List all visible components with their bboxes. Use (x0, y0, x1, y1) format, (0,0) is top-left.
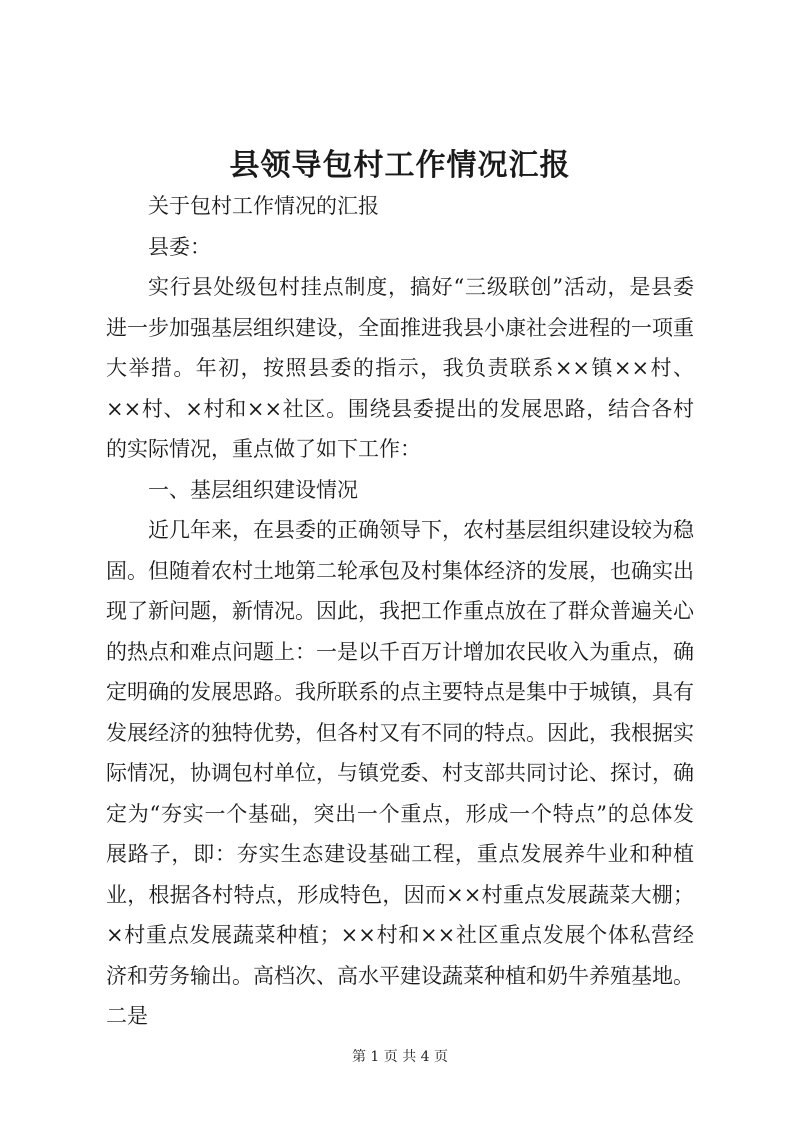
paragraph-salutation: 县委： (148, 234, 211, 259)
paragraph-section-body: 近几年来，在县委的正确领导下，农村基层组织建设较为稳固。但随着农村土地第二轮承包及村集体经济的发展，也确实出现了新问题，新情况。因此，我把工作重点放在了群众普遍关心的热点和难点问题上：一是以千百万计增加农民收入为重点，确定明确的发展思路。我所联系的点主要特点是集中于城镇，具有发展经济的独特优势，但各村又有不同的特点。因此，我根据实际情况，协调包村单位，与镇党委、村支部共同讨论、探讨，确定为“夯实一个基础，突出一个重点，形成一个特点”的总体发展路子，即：夯实生态建设基础工程，重点发展养牛业和种植业，根据各村特点，形成特色，因而××村重点发展蔬菜大棚；×村重点发展蔬菜种植；××村和××社区重点发展个体私营经济和劳务输出。高档次、高水平建设蔬菜种植和奶牛养殖基地。二是 (106, 518, 694, 1028)
document-title: 县领导包村工作情况汇报 (229, 148, 571, 183)
page-footer: 第 1 页 共 4 页 (351, 1049, 449, 1065)
document-body (106, 186, 694, 1037)
paragraph-intro: 实行县处级包村挂点制度，搞好“三级联创”活动，是县委进一步加强基层组织建设，全面推进我县小康社会进程的一项重大举措。年初，按照县委的指示，我负责联系××镇××村、××村、×村和××社区。围绕县委提出的发展思路，结合各村的实际情况，重点做了如下工作： (106, 275, 694, 461)
paragraph-subtitle: 关于包村工作情况的汇报 (148, 194, 379, 218)
section-heading: 一、基层组织建设情况 (148, 477, 358, 502)
